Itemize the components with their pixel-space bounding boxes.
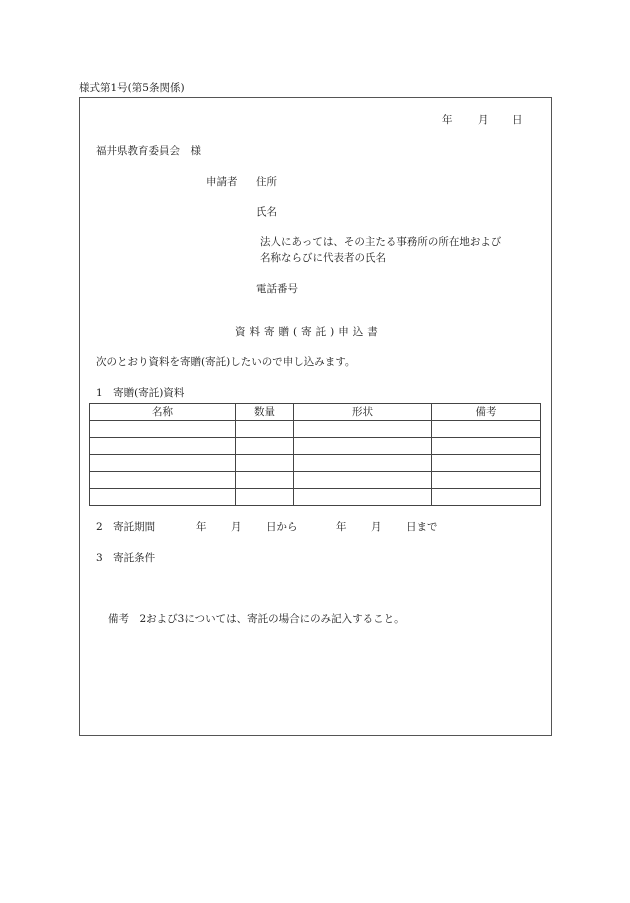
cell-remarks[interactable] (432, 421, 541, 438)
cell-name[interactable] (90, 438, 236, 455)
cell-shape[interactable] (294, 455, 432, 472)
table-row (90, 472, 541, 489)
corp-note-line1: 法人にあっては、その主たる事務所の所在地および (260, 236, 502, 248)
cell-remarks[interactable] (432, 472, 541, 489)
cell-quantity[interactable] (236, 489, 294, 506)
cell-shape[interactable] (294, 421, 432, 438)
cell-quantity[interactable] (236, 455, 294, 472)
cell-shape[interactable] (294, 472, 432, 489)
col-header-name: 名称 (90, 404, 236, 421)
period-to-day: 日まで (406, 521, 438, 533)
table-row (90, 455, 541, 472)
name-label: 氏名 (256, 206, 277, 218)
table-row (90, 489, 541, 506)
items-table (89, 403, 541, 506)
period-from-month: 月 (231, 521, 242, 533)
section3-heading: 3 寄託条件 (96, 552, 156, 564)
form-label: 様式第1号(第5条関係) (79, 82, 185, 94)
cell-shape[interactable] (294, 489, 432, 506)
applicant-label: 申請者 (206, 176, 238, 188)
col-header-shape: 形状 (294, 404, 432, 421)
period-to-month: 月 (371, 521, 382, 533)
cell-name[interactable] (90, 489, 236, 506)
date-month: 月 (478, 114, 489, 126)
corp-note-line2: 名称ならびに代表者の氏名 (260, 252, 386, 264)
cell-name[interactable] (90, 472, 236, 489)
period-to-year: 年 (336, 521, 347, 533)
cell-quantity[interactable] (236, 472, 294, 489)
cell-remarks[interactable] (432, 489, 541, 506)
cell-remarks[interactable] (432, 438, 541, 455)
section1-heading: 1 寄贈(寄託)資料 (96, 387, 185, 399)
phone-label: 電話番号 (256, 283, 298, 295)
cell-remarks[interactable] (432, 455, 541, 472)
remark-text: 備考 2および3については、寄託の場合にのみ記入すること。 (108, 613, 405, 625)
cell-name[interactable] (90, 455, 236, 472)
period-from-day: 日から (266, 521, 298, 533)
period-from-year: 年 (196, 521, 207, 533)
cell-name[interactable] (90, 421, 236, 438)
document-title: 資料寄贈(寄託)申込書 (235, 326, 382, 338)
addressee: 福井県教育委員会 様 (96, 145, 201, 157)
table-row (90, 421, 541, 438)
col-header-quantity: 数量 (236, 404, 294, 421)
table-row (90, 438, 541, 455)
date-day: 日 (512, 114, 523, 126)
cell-quantity[interactable] (236, 421, 294, 438)
col-header-remarks: 備考 (432, 404, 541, 421)
cell-shape[interactable] (294, 438, 432, 455)
section2-heading: 2 寄託期間 (96, 521, 156, 533)
address-label: 住所 (256, 176, 277, 188)
cell-quantity[interactable] (236, 438, 294, 455)
intro-text: 次のとおり資料を寄贈(寄託)したいので申し込みます。 (96, 356, 356, 368)
date-year: 年 (442, 114, 453, 126)
